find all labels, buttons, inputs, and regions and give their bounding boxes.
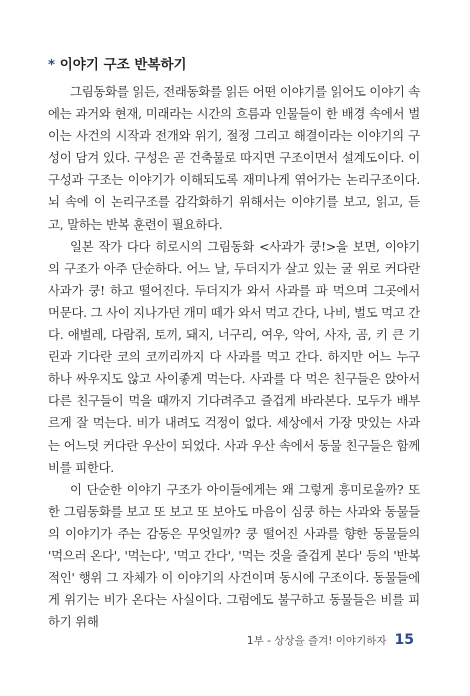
paragraph-1: 그림동화를 읽든, 전래동화를 읽든 어떤 이야기를 읽어도 이야기 속에는 과거와 현재, 미래라는 시간의 흐름과 인물들이 한 배경 속에서 벌이는 사건의 시작과 전개와 위기, 절정 그리고 해결이라는 이야기의 구성이 담겨 있다. 구성은 곧 건축물로 따지면 구조이면서 설계도이다. 이 구성과 구조는 이야기가 이해되도록 재미나게 엮어가는 논리구조이다. 뇌 속에 이 논리구조를 감각화하기 위해서는 이야기를 보고, 읽고, 듣고, 말하는 반복 훈련이 필요하다. — [48, 84, 420, 232]
page-number: 15 — [394, 632, 414, 648]
running-head: 1부 - 상상을 즐겨! 이야기하자 — [246, 635, 387, 647]
section-heading — [48, 56, 187, 74]
section-title: 이야기 구조 반복하기 — [59, 57, 187, 73]
paragraph-2: 일본 작가 다다 히로시의 그림동화 <사과가 쿵!>을 보면, 이야기의 구조가 아주 단순하다. 어느 날, 두더지가 살고 있는 굴 위로 커다란 사과가 쿵! 하고 떨어진다. 두더지가 와서 사과를 파 먹으며 그곳에서 머문다. 그 사이 지나가던 개미 떼가 와서 먹고 간다, 나비, 벌도 먹고 간다. 애벌레, 다람쥐, 토끼, 돼지, 너구리, 여우, 악어, 사자, 곰, 키 큰 기린과 기다란 코의 코끼리까지 다 사과를 먹고 간다. 하지만 어느 누구 하나 싸우지도 않고 사이좋게 먹는다. 사과를 다 먹은 친구들은 앉아서 다른 친구들이 먹을 때까지 기다려주고 즐겁게 바라본다. 모두가 배부르게 잘 먹는다. 비가 내려도 걱정이 없다. 세상에서 가장 맛있는 사과는 어느덧 커다란 우산이 되었다. 사과 우산 속에서 동물 친구들은 함께 비를 피한다. — [48, 238, 420, 475]
body-text — [48, 81, 420, 633]
heading-bullet: * — [48, 57, 56, 73]
paragraph-3: 이 단순한 이야기 구조가 아이들에게는 왜 그렇게 흥미로울까? 또 한 그림동화를 보고 또 보고 또 보아도 마음이 심쿵 하는 사과와 동물들의 이야기가 주는 감동은 무엇일까? 쿵 떨어진 사과를 향한 동물들의 '먹으러 온다', '먹는다', '먹고 간다', '먹는 것을 즐겁게 본다' 등의 '반복적인' 행위 그 자체가 이 이야기의 사건이며 동시에 구조이다. 동물들에게 위기는 비가 온다는 사실이다. 그럼에도 불구하고 동물들은 비를 피하기 위해 — [48, 481, 420, 630]
page-footer — [247, 632, 414, 648]
